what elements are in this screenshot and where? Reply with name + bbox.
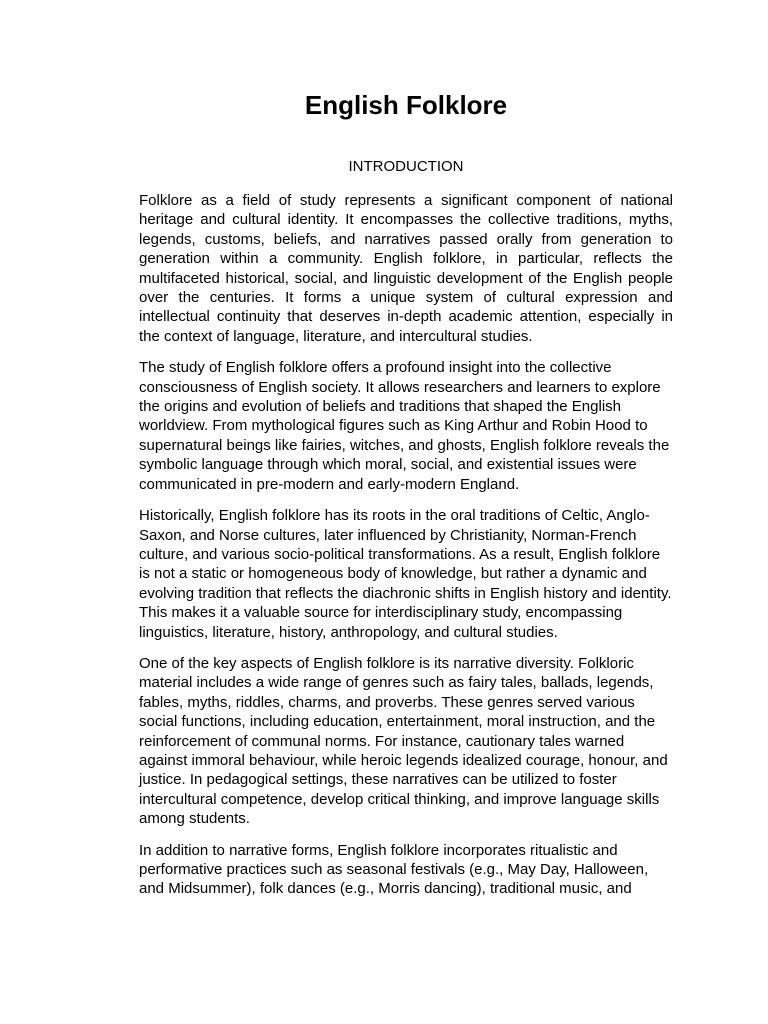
document-title: English Folklore (304, 90, 508, 120)
paragraph-4: One of the key aspects of English folklore is its narrative diversity. Folkloric material includes a wide range of genres such as fairy tales, ballads, legends, fables, myths, riddles, charms, and proverbs. These genres served various social functions, including education, entertainment, moral instruction, and the reinforcement of communal norms. For instance, cautionary tales warned against immoral behaviour, while heroic legends idealized courage, honour, and justice. In pedagogical settings, these narratives can be utilized to foster intercultural competence, develop critical thinking, and improve language skills among students. (139, 654, 668, 828)
paragraph-5: In addition to narrative forms, English folklore incorporates ritualistic and performative practices such as seasonal festivals (e.g., May Day, Halloween, and Midsummer), folk dances (e.g., Morris dancing), traditional music, and (139, 841, 649, 898)
paragraph-3: Historically, English folklore has its roots in the oral traditions of Celtic, Anglo-Saxon, and Norse cultures, later influenced by Christianity, Norman-French culture, and various socio-political transformations. As a result, English folklore is not a static or homogeneous body of knowledge, but rather a dynamic and evolving tradition that reflects the diachronic shifts in English history and identity. This makes it a valuable source for interdisciplinary study, encompassing linguistics, literature, history, anthropology, and cultural studies. (139, 507, 672, 641)
paragraph-1: Folklore as a field of study represents a significant component of national heritage and cultural identity. It encompasses the collective traditions, myths, legends, customs, beliefs, and narratives passed orally from generation to generation within a community. English folklore, in particular, reflects the multifaceted historical, social, and linguistic development of the English people over the centuries. It forms a unique system of cultural expression and intellectual continuity that deserves in-depth academic attention, especially in the context of language, literature, and intercultural studies. (139, 192, 673, 345)
paragraph-2: The study of English folklore offers a profound insight into the collective consciousness of English society. It allows researchers and learners to explore the origins and evolution of beliefs and traditions that shaped the English worldview. From mythological figures such as King Arthur and Robin Hood to supernatural beings like fairies, witches, and ghosts, English folklore reveals the symbolic language through which moral, social, and existential issues were communicated in pre-modern and early-modern England. (139, 359, 670, 493)
section-heading-introduction: INTRODUCTION (348, 158, 464, 175)
document-page (139, 86, 673, 899)
